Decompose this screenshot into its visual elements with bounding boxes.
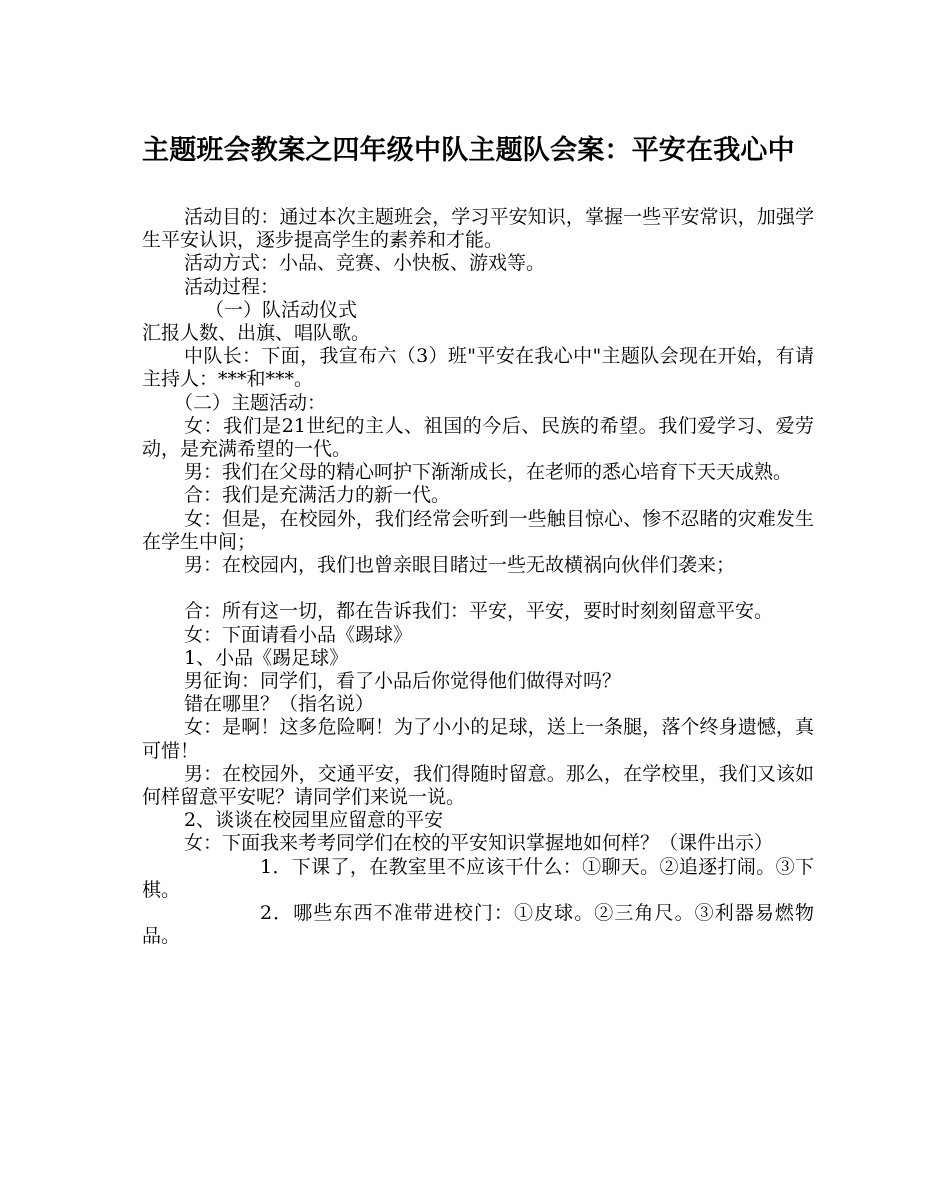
- section-heading-ceremony: （一）队活动仪式: [205, 298, 358, 321]
- paragraph-dialogue: 错在哪里？（指名说）: [184, 693, 375, 716]
- paragraph-dialogue: 女：是啊！这多危险啊！为了小小的足球，送上一条腿，落个终身遗憾，真可惜！: [142, 716, 814, 762]
- paragraph-report: 汇报人数、出旗、唱队歌。: [142, 322, 371, 345]
- paragraph-item-sketch: 1、小品《踢足球》: [184, 646, 349, 669]
- paragraph-dialogue: 合：所有这一切，都在告诉我们：平安，平安，要时时刻刻留意平安。: [184, 600, 774, 623]
- paragraph-dialogue: 女：我们是21世纪的主人、祖国的今后、民族的希望。我们爱学习、爱劳动，是充满希望的一代。: [142, 414, 814, 461]
- document-body: [142, 206, 814, 948]
- paragraph-captain: 中队长：下面，我宣布六（3）班"平安在我心中"主题队会现在开始，有请主持人：***和***。: [142, 345, 814, 391]
- paragraph-dialogue: 合：我们是充满活力的新一代。: [184, 484, 451, 507]
- quiz-question: 2．哪些东西不准带进校门：①皮球。②三角尺。③利器易燃物品。: [142, 902, 814, 948]
- paragraph-dialogue: 男：我们在父母的精心呵护下渐渐成长，在老师的悉心培育下天天成熟。: [184, 461, 793, 484]
- quiz-question: 1．下课了，在教室里不应该干什么：①聊天。②追逐打闹。③下棋。: [142, 855, 814, 901]
- paragraph-activity-method: 活动方式：小品、竞赛、小快板、游戏等。: [184, 252, 546, 275]
- paragraph-dialogue: 女：下面请看小品《踢球》: [184, 623, 413, 646]
- paragraph-dialogue: 女：但是，在校园外，我们经常会听到一些触目惊心、惨不忍睹的灾难发生在学生中间；: [142, 507, 814, 553]
- paragraph-dialogue: 男征询：同学们，看了小品后你觉得他们做得对吗？: [184, 670, 622, 693]
- paragraph-dialogue: 男：在校园外，交通平安，我们得随时留意。那么，在学校里，我们又该如何样留意平安呢？请同学们来说一说。: [142, 762, 814, 809]
- section-heading-theme: （二）主题活动：: [174, 391, 327, 414]
- paragraph-activity-goal: 活动目的：通过本次主题班会，学习平安知识，掌握一些平安常识，加强学生平安认识，逐步提高学生的素养和才能。: [142, 206, 814, 252]
- document-title: 主题班会教案之四年级中队主题队会案：平安在我心中: [142, 135, 795, 166]
- paragraph-dialogue: 男：在校园内，我们也曾亲眼目睹过一些无故横祸向伙伴们袭来；: [184, 554, 736, 577]
- paragraph-item-discussion: 2、谈谈在校园里应留意的平安: [184, 809, 444, 832]
- paragraph-dialogue: 女：下面我来考考同学们在校的平安知识掌握地如何样？（课件出示）: [184, 832, 774, 855]
- blank-line: [142, 577, 814, 600]
- paragraph-activity-process: 活动过程：: [184, 275, 280, 298]
